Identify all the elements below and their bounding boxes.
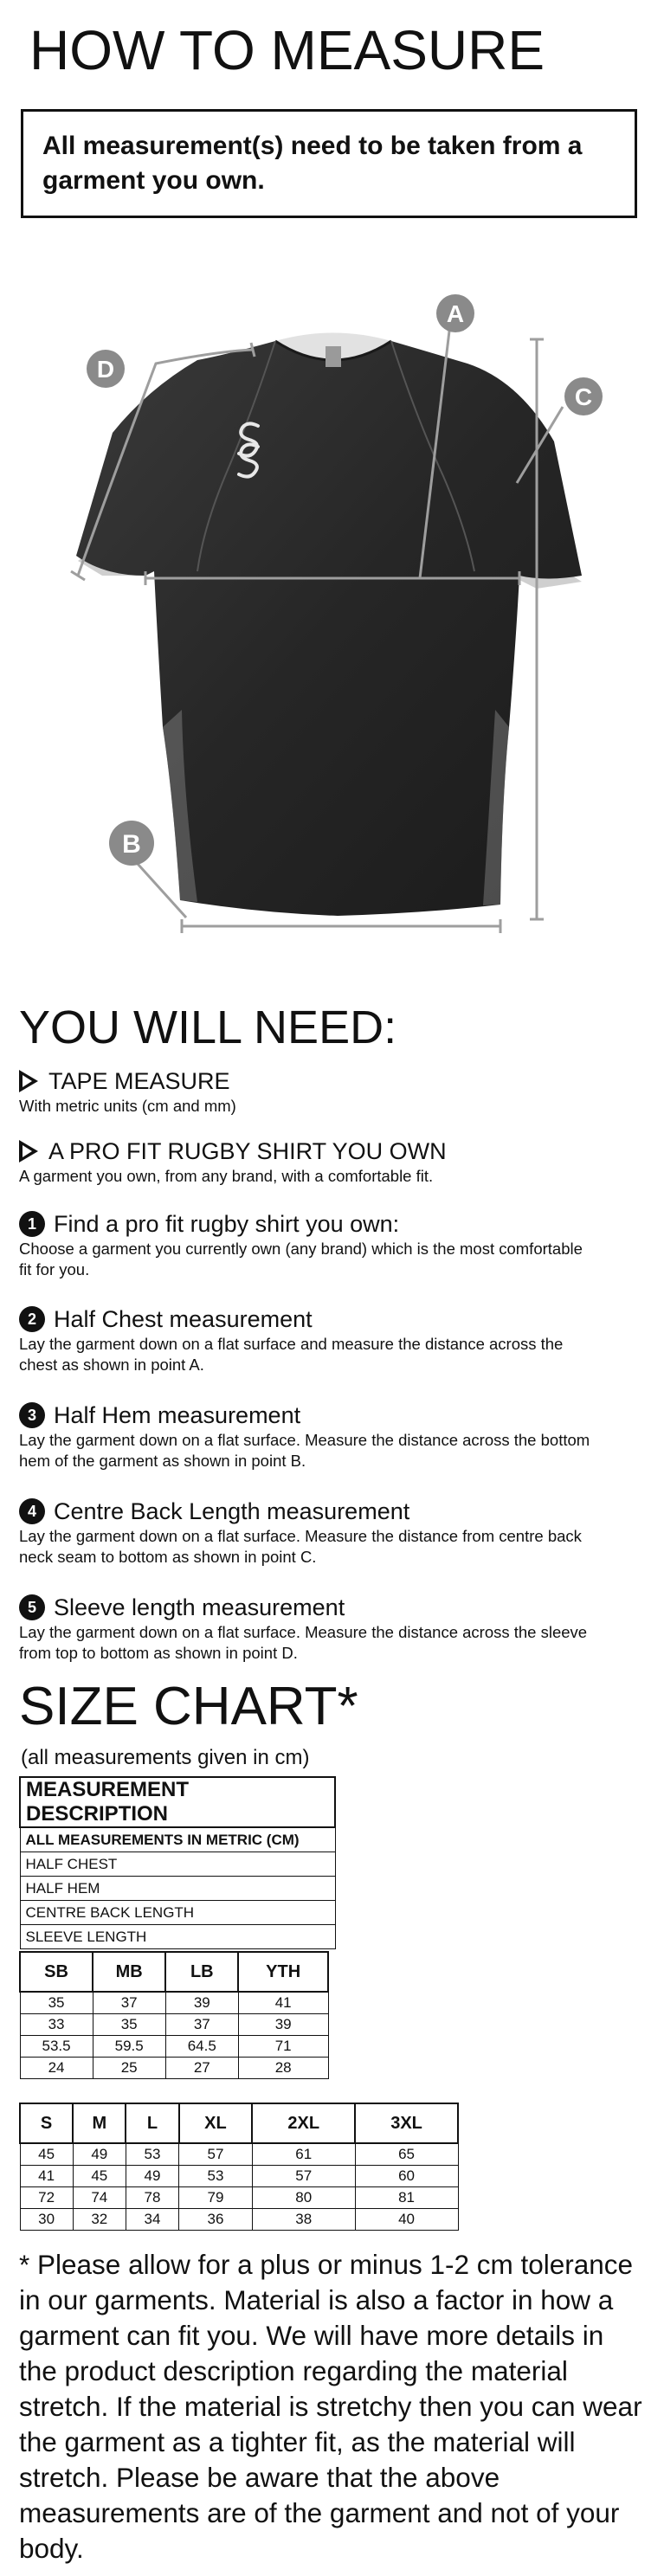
table-row [20,2143,458,2166]
size-header: S [20,2103,73,2143]
size-header: 3XL [355,2103,458,2143]
need-item-head: A PRO FIT RUGBY SHIRT YOU OWN [48,1138,447,1164]
size-cell: 80 [252,2187,355,2209]
table-row [20,2014,328,2036]
need-item-head: TAPE MEASURE [48,1068,230,1094]
size-header: M [73,2103,126,2143]
size-cell: 35 [20,1992,93,2014]
size-cell: 65 [355,2143,458,2166]
description-row: SLEEVE LENGTH [20,1925,335,1949]
triangle-bullet-icon [19,1070,38,1092]
size-cell: 49 [126,2166,178,2187]
svg-text:C: C [574,383,593,410]
step-number-badge: 1 [19,1211,45,1237]
step-heading: Find a pro fit rugby shirt you own: [54,1211,400,1237]
size-cell: 59.5 [93,2036,165,2058]
description-row: HALF HEM [20,1877,335,1901]
svg-text:D: D [96,356,115,383]
size-cell: 81 [355,2187,458,2209]
size-cell: 37 [93,1992,165,2014]
shirt-body [76,341,582,916]
marker-a [436,294,474,332]
step-body: Choose a garment you currently own (any brand) which is the most comfortable fit for you. [19,1240,583,1278]
size-cell: 37 [165,2014,238,2036]
description-row: HALF CHEST [20,1852,335,1877]
size-cell: 53 [179,2166,253,2187]
size-cell: 39 [238,2014,328,2036]
step-2 [19,1304,590,1375]
triangle-bullet-icon [19,1140,38,1162]
size-cell: 64.5 [165,2036,238,2058]
marker-d [87,350,125,388]
need-item-sub: With metric units (cm and mm) [19,1097,236,1115]
size-cell: 78 [126,2187,178,2209]
tolerance-disclaimer: * Please allow for a plus or minus 1-2 cm tolerance in our garments. Material is also a factor in how a garment can fit you. We will have more details in the product description regarding the material stretch. If the material is stretchy then you can wear the garment as a tighter fit, as the material will stretch. Please be aware that the above measurements are of the garment and not of your body. [19,2249,642,2564]
size-cell: 34 [126,2209,178,2231]
size-header: LB [165,1952,238,1992]
size-cell: 24 [20,2058,93,2079]
size-cell: 53 [126,2143,178,2166]
size-cell: 38 [252,2209,355,2231]
measurement-description-table [19,1776,336,1949]
size-cell: 32 [73,2209,126,2231]
step-heading: Sleeve length measurement [54,1594,345,1620]
size-header: L [126,2103,178,2143]
size-cell: 25 [93,2058,165,2079]
table-row [20,2036,328,2058]
size-cell: 49 [73,2143,126,2166]
size-cell: 40 [355,2209,458,2231]
step-heading: Half Chest measurement [54,1306,313,1332]
size-cell: 41 [238,1992,328,2014]
notice-text: All measurement(s) need to be taken from a garment you own. [42,132,583,195]
need-item-sub: A garment you own, from any brand, with a comfortable fit. [19,1167,434,1185]
size-header: MB [93,1952,165,1992]
table-row [20,2058,328,2079]
page-title: HOW TO MEASURE [29,19,545,81]
need-item-shirt [19,1137,447,1187]
step-5 [19,1593,590,1664]
notice-box [21,109,637,218]
svg-text:B: B [122,830,141,859]
size-cell: 39 [165,1992,238,2014]
marker-b [109,821,154,866]
step-body: Lay the garment down on a flat surface. Measure the distance across the sleeve from top to bottom as shown in point D. [19,1623,588,1662]
step-number-badge: 2 [19,1306,45,1332]
size-cell: 33 [20,2014,93,2036]
size-cell: 74 [73,2187,126,2209]
collar-tag [326,346,341,367]
svg-text:A: A [446,300,465,327]
size-cell: 30 [20,2209,73,2231]
size-header: SB [20,1952,93,1992]
size-cell: 36 [179,2209,253,2231]
size-chart-heading: SIZE CHART* [19,1677,358,1736]
step-3 [19,1401,590,1472]
step-heading: Centre Back Length measurement [54,1498,410,1524]
size-cell: 45 [20,2143,73,2166]
size-cell: 45 [73,2166,126,2187]
size-cell: 61 [252,2143,355,2166]
you-will-need-heading: YOU WILL NEED: [19,1001,397,1053]
step-body: Lay the garment down on a flat surface and measure the distance across the chest as shown in point A. [19,1335,564,1374]
size-cell: 71 [238,2036,328,2058]
table-row [20,1992,328,2014]
step-number-badge: 3 [19,1402,45,1428]
size-cell: 53.5 [20,2036,93,2058]
junior-size-table [19,1951,329,2079]
step-1 [19,1209,590,1280]
table-row [20,2209,458,2231]
size-chart-subtitle: (all measurements given in cm) [21,1746,310,1769]
size-cell: 79 [179,2187,253,2209]
size-header: 2XL [252,2103,355,2143]
marker-c [564,377,603,415]
step-body: Lay the garment down on a flat surface. Measure the distance from centre back neck seam to bottom as shown in point C. [19,1527,582,1566]
shirt-measurement-diagram [52,277,623,935]
size-cell: 60 [355,2166,458,2187]
size-cell: 72 [20,2187,73,2209]
size-header: YTH [238,1952,328,1992]
table-row [20,2166,458,2187]
description-row: CENTRE BACK LENGTH [20,1901,335,1925]
description-row: ALL MEASUREMENTS IN METRIC (CM) [20,1827,335,1852]
step-number-badge: 5 [19,1594,45,1620]
size-cell: 27 [165,2058,238,2079]
size-cell: 57 [252,2166,355,2187]
size-cell: 35 [93,2014,165,2036]
senior-size-table [19,2103,459,2231]
need-item-tape [19,1066,236,1117]
step-4 [19,1497,590,1568]
step-number-badge: 4 [19,1498,45,1524]
size-cell: 57 [179,2143,253,2166]
step-body: Lay the garment down on a flat surface. Measure the distance across the bottom hem of the garment as shown in point B. [19,1431,590,1470]
table-row [20,2187,458,2209]
size-cell: 41 [20,2166,73,2187]
step-heading: Half Hem measurement [54,1402,301,1428]
size-header: XL [179,2103,253,2143]
size-cell: 28 [238,2058,328,2079]
description-header: MEASUREMENT DESCRIPTION [20,1777,335,1827]
